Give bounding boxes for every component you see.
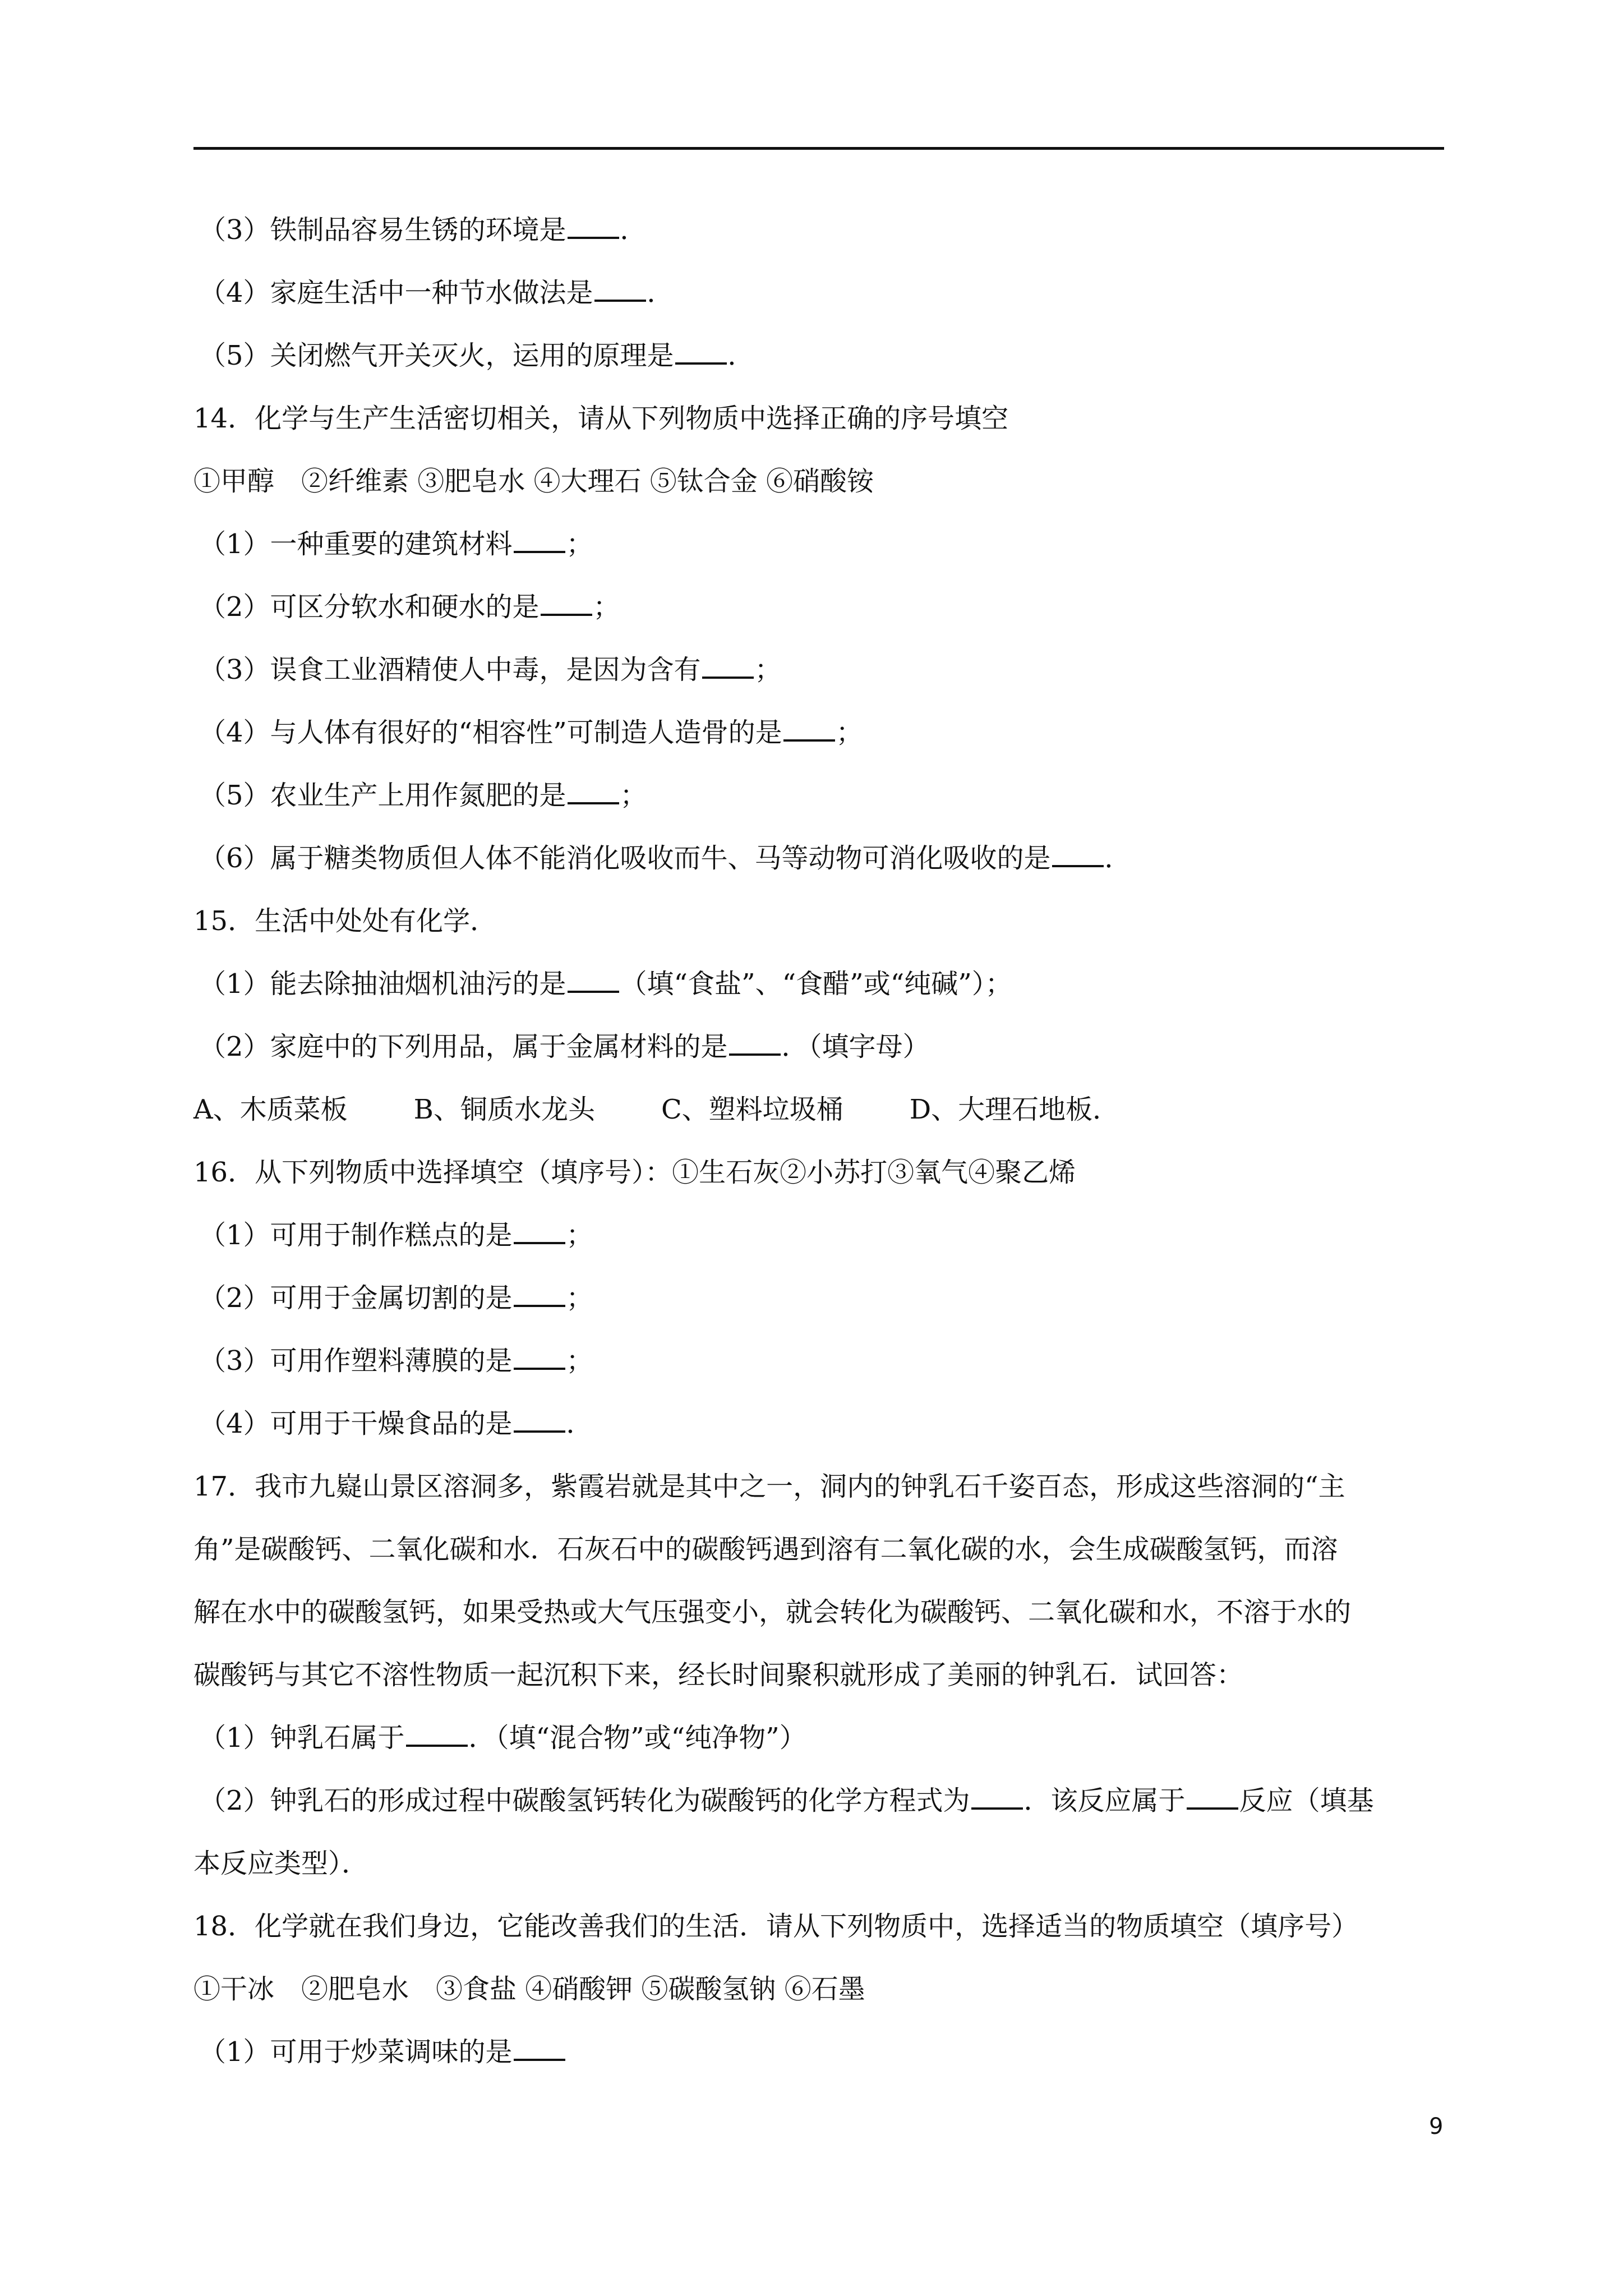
answer-blank (514, 1344, 565, 1370)
question-14-part-4: （4）与人体有很好的“相容性”可制造人造骨的是 ； (199, 717, 863, 748)
question-15-part-1: （1）能去除抽油烟机油污的是 （填“食盐”、“食醋”或“纯碱”）； (199, 968, 1012, 1000)
question-17-stem-line-1: 17．我市九嶷山景区溶洞多，紫霞岩就是其中之一，洞内的钟乳石千姿百态，形成这些溶洞的“主 (193, 1471, 1345, 1502)
answer-blank (514, 527, 565, 553)
question-17-stem-line-3: 解在水中的碳酸氢钙，如果受热或大气压强变小，就会转化为碳酸钙、二氧化碳和水，不溶于水的 (193, 1596, 1352, 1628)
choice-d: D、大理石地板． (909, 1094, 1120, 1125)
question-13-part-3: （3）铁制品容易生锈的环境是 ． (199, 214, 647, 246)
choice-c: C、塑料垃圾桶 (661, 1094, 843, 1125)
answer-blank (514, 1407, 565, 1433)
choice-b: B、铜质水龙头 (413, 1094, 595, 1125)
answer-blank (1187, 1784, 1238, 1810)
question-14-part-6: （6）属于糖类物质但人体不能消化吸收而牛、马等动物可消化吸收的是 ． (199, 843, 1132, 874)
question-16-stem: 16．从下列物质中选择填空（填序号）：①生石灰②小苏打③氧气④聚乙烯 (193, 1157, 1076, 1188)
question-15-choices (193, 1093, 1450, 1126)
answer-blank (568, 967, 619, 993)
answer-blank (1052, 841, 1104, 867)
header-rule (193, 147, 1444, 150)
answer-blank (541, 590, 592, 616)
answer-blank (594, 276, 646, 302)
answer-blank (514, 1281, 565, 1307)
question-17-part-2: （2）钟乳石的形成过程中碳酸氢钙转化为碳酸钙的化学方程式为 ．该反应属于 反应（填基 (199, 1785, 1374, 1816)
answer-blank (514, 1218, 565, 1244)
question-16-part-1: （1）可用于制作糕点的是 ； (199, 1220, 593, 1251)
answer-blank (514, 2035, 565, 2061)
answer-blank (675, 339, 727, 365)
answer-blank (783, 716, 835, 742)
question-14-stem: 14．化学与生产生活密切相关，请从下列物质中选择正确的序号填空 (193, 403, 1009, 434)
answer-blank (971, 1784, 1023, 1810)
question-18-part-1: （1）可用于炒菜调味的是 (199, 2035, 1455, 2069)
page-number: 9 (1429, 2114, 1444, 2139)
question-16-part-2: （2）可用于金属切割的是 ； (199, 1282, 593, 1314)
answer-blank (406, 1721, 468, 1747)
question-15-part-2: （2）家庭中的下列用品，属于金属材料的是 ．（填字母） (199, 1031, 930, 1062)
answer-blank (729, 1030, 781, 1056)
question-18-options: ①干冰 ②肥皂水 ③食盐 ④硝酸钾 ⑤碳酸氢钠 ⑥石墨 (193, 1973, 865, 2005)
answer-blank (568, 213, 619, 239)
question-13-part-4: （4）家庭生活中一种节水做法是 ． (199, 277, 674, 309)
question-14-part-3: （3）误食工业酒精使人中毒，是因为含有 ； (199, 654, 782, 685)
question-14-part-2: （2）可区分软水和硬水的是 ； (199, 591, 620, 623)
question-18-stem: 18．化学就在我们身边，它能改善我们的生活．请从下列物质中，选择适当的物质填空（填序号） (193, 1911, 1359, 1942)
question-17-part-2-continued: 本反应类型）． (193, 1848, 369, 1879)
question-17-part-1: （1）钟乳石属于 ．（填“混合物”或“纯净物”） (199, 1722, 806, 1754)
question-17-stem-line-2: 角”是碳酸钙、二氧化碳和水．石灰石中的碳酸钙遇到溶有二氧化碳的水，会生成碳酸氢钙，而溶 (193, 1534, 1338, 1565)
question-17-stem-line-4: 碳酸钙与其它不溶性物质一起沉积下来，经长时间聚积就形成了美丽的钟乳石．试回答： (193, 1659, 1244, 1691)
answer-blank (568, 779, 619, 804)
choice-a: A、木质菜板 (193, 1094, 348, 1125)
question-16-part-3: （3）可用作塑料薄膜的是 ； (199, 1345, 593, 1377)
question-13-part-5: （5）关闭燃气开关灭火，运用的原理是 ． (199, 340, 755, 371)
question-16-part-4: （4）可用于干燥食品的是 ． (199, 1408, 593, 1439)
question-14-part-5: （5）农业生产上用作氮肥的是 ； (199, 780, 647, 811)
question-14-options: ①甲醇 ②纤维素 ③肥皂水 ④大理石 ⑤钛合金 ⑥硝酸铵 (193, 466, 874, 497)
question-15-stem: 15．生活中处处有化学． (193, 905, 497, 937)
answer-blank (702, 653, 754, 679)
question-14-part-1: （1）一种重要的建筑材料 ； (199, 528, 593, 560)
